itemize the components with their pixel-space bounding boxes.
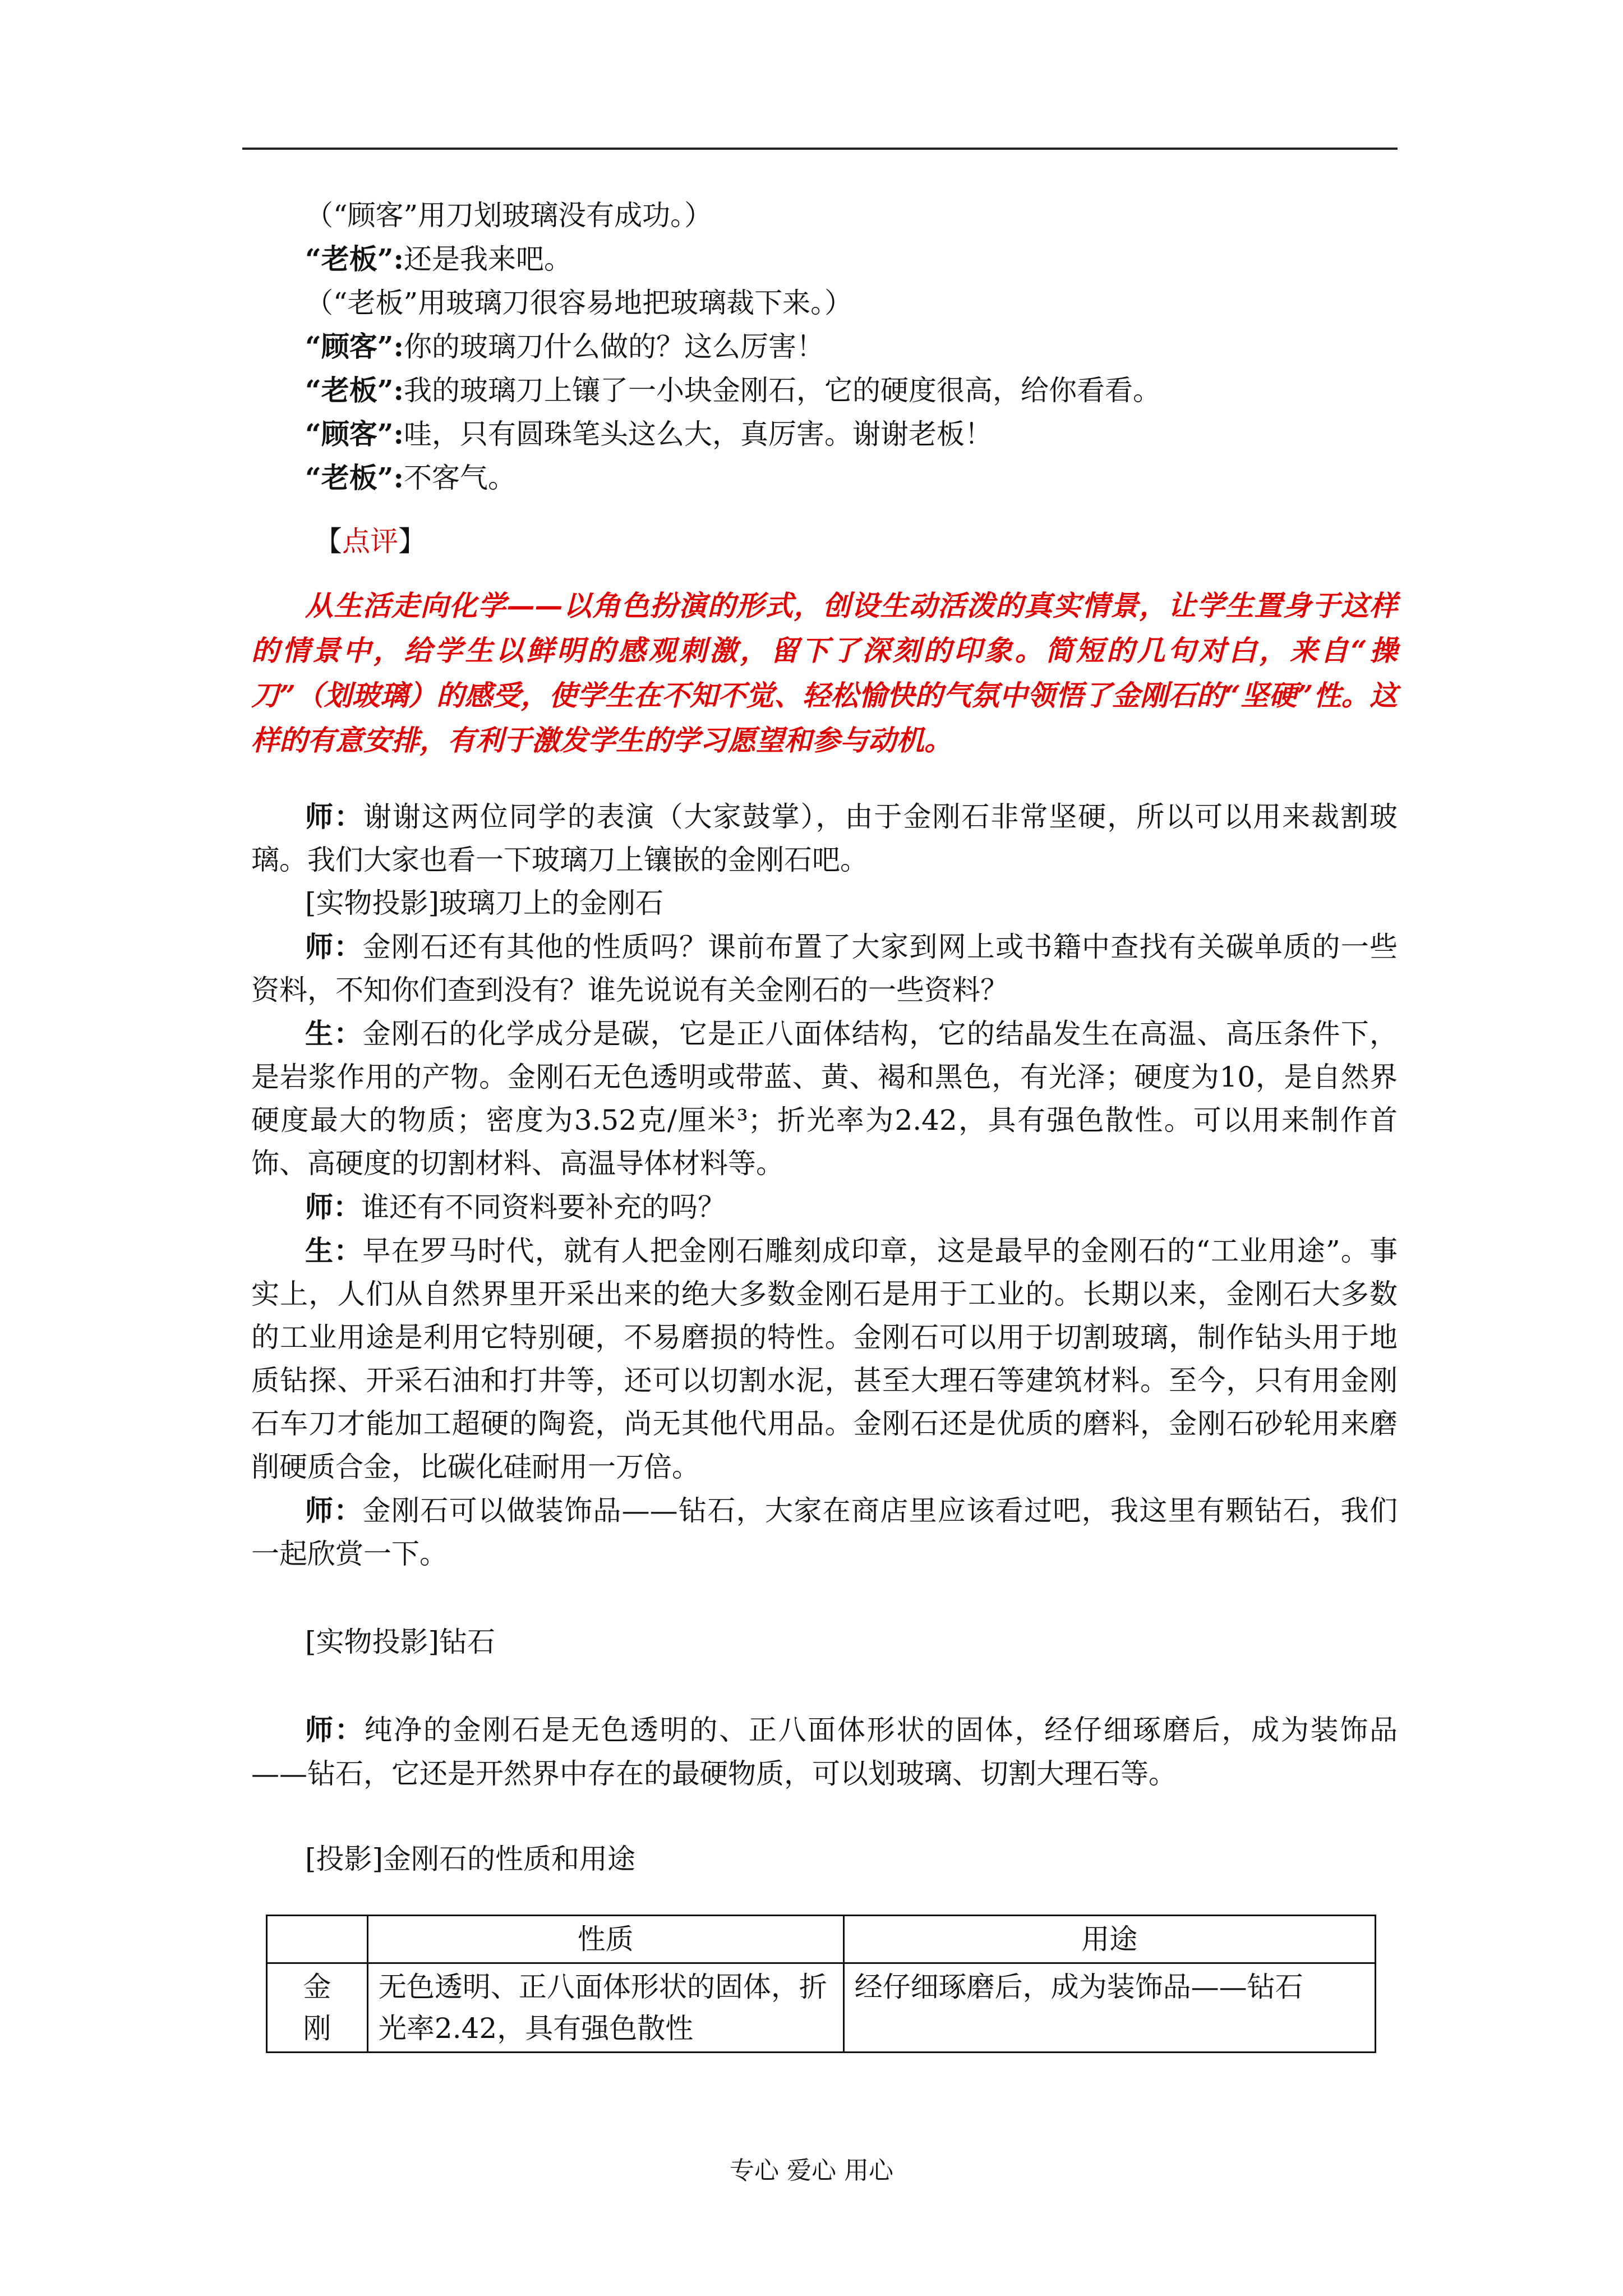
stage-direction: （“顾客”用刀划玻璃没有成功。） (305, 199, 713, 232)
body-block (251, 795, 1398, 1576)
table-header (267, 1916, 368, 1963)
table-header: 用途 (843, 1916, 1375, 1963)
row-label: 金刚 (267, 1963, 368, 2053)
dialog-line: “顾客”:哇，只有圆珠笔头这么大，真厉害。谢谢老板！ (305, 417, 993, 450)
projection-properties (251, 1837, 1398, 1881)
use-cell: 经仔细琢磨后，成为装饰品——钻石 (843, 1963, 1375, 2053)
dialog-line: “老板”:我的玻璃刀上镶了一小块金刚石，它的硬度很高，给你看看。 (305, 374, 1161, 407)
table-header-row (267, 1916, 1376, 1963)
stage-direction: （“老板”用玻璃刀很容易地把玻璃裁下来。） (305, 287, 853, 319)
projection-label: [实物投影]钻石 (305, 1626, 496, 1658)
dialog-line: “老板”:不客气。 (305, 461, 516, 494)
paragraph: [实物投影]玻璃刀上的金刚石 (305, 887, 664, 919)
paragraph: 生：金刚石的化学成分是碳，它是正八面体结构，它的结晶发生在高温、高压条件下，是岩浆作用的产物。金刚石无色透明或带蓝、黄、褐和黑色，有光泽；硬度为10，是自然界硬度最大的物质；密度为3.52克/厘米³；折光率为2.42，具有强色散性。可以用来制作首饰、高硬度的切割材料、高温导体材料等。 (251, 1017, 1398, 1180)
dialog-block (251, 194, 1398, 500)
diamond-properties-table (266, 1915, 1376, 2053)
header-rule (242, 148, 1398, 150)
review-comment: 从生活走向化学——以角色扮演的形式，创设生动活泼的真实情景，让学生置身于这样的情景中，给学生以鲜明的感观刺激，留下了深刻的印象。简短的几句对白，来自“操刀”（划玻璃）的感受，使学生在不知不觉、轻松愉快的气氛中领悟了金刚石的“坚硬”性。这样的有意安排，有利于激发学生的学习愿望和参与动机。 (251, 589, 1398, 757)
dialog-line: “顾客”:你的玻璃刀什么做的？这么厉害！ (305, 330, 824, 363)
page-footer: 专心 爱心 用心 (730, 2156, 893, 2185)
property-cell: 无色透明、正八面体形状的固体，折光率2.42，具有强色散性 (367, 1963, 843, 2053)
review-heading: 【点评】 (314, 525, 426, 558)
table-row (267, 1963, 1376, 2053)
paragraph: 师：谁还有不同资料要补充的吗？ (305, 1190, 726, 1223)
paragraph: 师：金刚石可以做装饰品——钻石，大家在商店里应该看过吧，我这里有颗钻石，我们一起欣赏一下。 (251, 1494, 1398, 1570)
table-header: 性质 (367, 1916, 843, 1963)
paragraph: 师：金刚石还有其他的性质吗？课前布置了大家到网上或书籍中查找有关碳单质的一些资料，不知你们查到没有？谁先说说有关金刚石的一些资料？ (251, 930, 1398, 1006)
projection-label: [投影]金刚石的性质和用途 (305, 1843, 636, 1875)
dialog-line: “老板”:还是我来吧。 (305, 242, 572, 275)
paragraph: 生：早在罗马时代，就有人把金刚石雕刻成印章，这是最早的金刚石的“工业用途”。事实上，人们从自然界里开采出来的绝大多数金刚石是用于工业的。长期以来，金刚石大多数的工业用途是利用它特别硬，不易磨损的特性。金刚石可以用于切割玻璃，制作钻头用于地质钻探、开采石油和打井等，还可以切割水泥，甚至大理石等建筑材料。至今，只有用金刚石车刀才能加工超硬的陶瓷，尚无其他代用品。金刚石还是优质的磨料，金刚石砂轮用来磨削硬质合金，比碳化硅耐用一万倍。 (251, 1234, 1398, 1483)
paragraph: 师：谢谢这两位同学的表演（大家鼓掌），由于金刚石非常坚硬，所以可以用来裁割玻璃。我们大家也看一下玻璃刀上镶嵌的金刚石吧。 (251, 800, 1398, 876)
teacher-paragraph (251, 1708, 1398, 1796)
projection-diamond (251, 1620, 1398, 1664)
paragraph: 师：纯净的金刚石是无色透明的、正八面体形状的固体，经仔细琢磨后，成为装饰品——钻石，它还是开然界中存在的最硬物质，可以划玻璃、切割大理石等。 (251, 1713, 1398, 1790)
